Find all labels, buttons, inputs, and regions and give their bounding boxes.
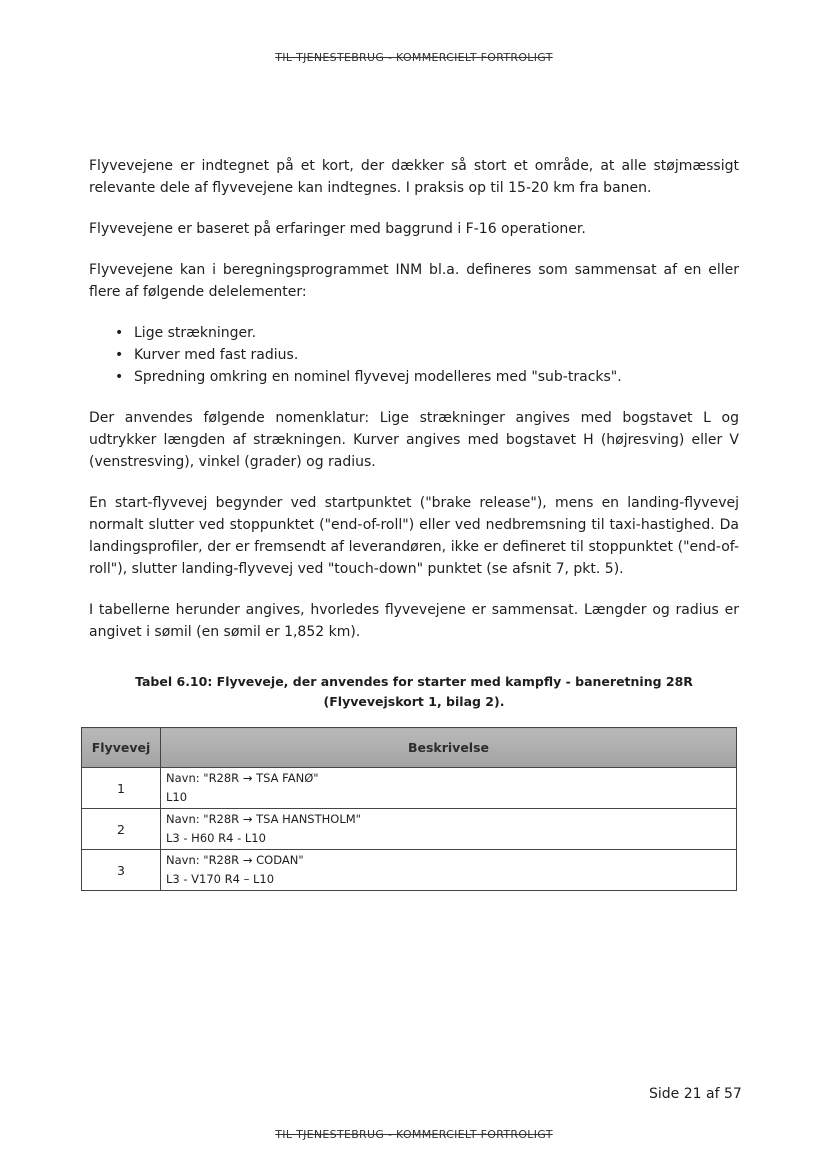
- paragraph-2: Flyvevejene er baseret på erfaringer med baggrund i F-16 operationer.: [89, 221, 586, 237]
- row-route: L10: [166, 790, 188, 804]
- row-description: [161, 809, 737, 850]
- paragraph-5: En start-flyvevej begynder ved startpunktet ("brake release"), mens en landing-flyvevej normalt slutter ved stoppunktet ("end-of-roll") eller ved nedbremsning til taxi-hastighed. Da landingsprofiler, der er fremsendt af leverandøren, ikke er defineret til stoppunktet ("end-of-roll"), slutter landing-flyvevej ved "touch-down" punktet (se afsnit 7, pkt. 5).: [89, 495, 739, 577]
- row-number: 3: [82, 850, 161, 891]
- paragraph-4: Der anvendes følgende nomenklatur: Lige strækninger angives med bogstavet L og udtrykker længden af strækningen. Kurver angives med bogstavet H (højresving) eller V (venstresving), vinkel (grader) og radius.: [89, 410, 739, 470]
- bullet-item: • Lige strækninger.: [119, 322, 739, 344]
- row-number: 1: [82, 768, 161, 809]
- bullet-item: • Spredning omkring en nominel flyvevej modelleres med "sub-tracks".: [119, 366, 739, 388]
- table-caption-line2: (Flyvevejskort 1, bilag 2).: [323, 694, 505, 709]
- footer-classification: TIL TJENESTEBRUG - KOMMERCIELT FORTROLIGT: [275, 1128, 553, 1141]
- table-header-row: [82, 728, 737, 768]
- row-name: Navn: "R28R → TSA HANSTHOLM": [166, 812, 361, 826]
- table-row: [82, 809, 737, 850]
- table-row: [82, 768, 737, 809]
- table-caption: [89, 672, 739, 712]
- row-name: Navn: "R28R → CODAN": [166, 853, 304, 867]
- paragraph-1: Flyvevejene er indtegnet på et kort, der dækker så stort et område, at alle støjmæssigt relevante dele af flyvevejene kan indtegnes. I praksis op til 15-20 km fra banen.: [89, 158, 739, 196]
- bullet-list: [89, 322, 739, 388]
- flight-path-table: [81, 727, 737, 891]
- paragraph-6: I tabellerne herunder angives, hvorledes flyvevejene er sammensat. Længder og radius er angivet i sømil (en sømil er 1,852 km).: [89, 602, 739, 640]
- row-route: L3 - H60 R4 - L10: [166, 831, 266, 845]
- row-description: [161, 850, 737, 891]
- paragraph-3: Flyvevejene kan i beregningsprogrammet INM bl.a. defineres som sammensat af en eller flere af følgende delelementer:: [89, 262, 739, 300]
- header-classification: TIL TJENESTEBRUG - KOMMERCIELT FORTROLIGT: [275, 51, 553, 64]
- table-caption-line1: Tabel 6.10: Flyveveje, der anvendes for starter med kampfly - baneretning 28R: [135, 674, 693, 689]
- row-route: L3 - V170 R4 – L10: [166, 872, 275, 886]
- page-number: Side 21 af 57: [649, 1086, 742, 1102]
- bullet-item: • Kurver med fast radius.: [119, 344, 739, 366]
- row-description: [161, 768, 737, 809]
- row-name: Navn: "R28R → TSA FANØ": [166, 771, 319, 785]
- body-text: [89, 155, 739, 662]
- header-beskrivelse: Beskrivelse: [161, 728, 737, 768]
- row-number: 2: [82, 809, 161, 850]
- table-row: [82, 850, 737, 891]
- header-flyvevej: Flyvevej: [82, 728, 161, 768]
